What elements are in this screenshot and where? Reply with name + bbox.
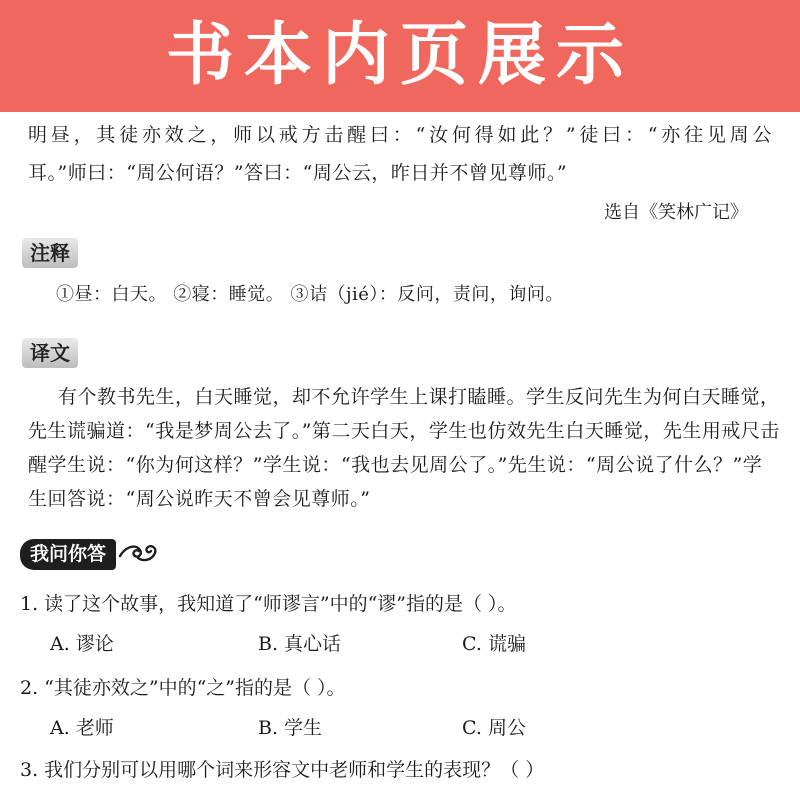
question-2-option-c: C. 周公	[462, 717, 526, 739]
banner-title: 书本内页展示	[165, 16, 634, 95]
story-source: 选自《笑林广记》	[604, 202, 748, 223]
book-page	[0, 112, 800, 800]
translation-line-4: 生回答说：“周公说昨天不曾会见尊师。”	[28, 488, 371, 510]
question-3: 3. 我们分别可以用哪个词来形容文中老师和学生的表现？（ ）	[20, 759, 545, 781]
translation-line-3: 醒学生说：“你为何这样？”学生说：“我也去见周公了。”先生说：“周公说了什么？”学	[28, 454, 763, 476]
notes-heading: 注释	[22, 238, 78, 268]
qa-heading-label: 我问你答	[20, 539, 116, 570]
question-2-option-a: A. 老师	[50, 717, 114, 739]
translation-heading: 译文	[22, 338, 78, 368]
question-2: 2. “其徒亦效之”中的“之”指的是（ ）。	[20, 677, 346, 699]
story-line-2: 耳。”师曰：“周公何语？”答曰：“周公云，昨日并不曾见尊师。”	[28, 162, 568, 184]
translation-line-1: 有个教书先生，白天睡觉，却不允许学生上课打瞌睡。学生反问先生为何白天睡觉，	[58, 386, 780, 408]
cloud-swirl-icon	[118, 538, 158, 570]
qa-heading	[20, 538, 158, 570]
story-line-1: 明昼，其徒亦效之，师以戒方击醒曰：“汝何得如此？”徒曰：“亦往见周公	[28, 124, 772, 146]
page-banner	[0, 0, 800, 112]
question-1-option-a: A. 谬论	[50, 633, 114, 655]
question-1: 1. 读了这个故事，我知道了“师谬言”中的“谬”指的是（ ）。	[20, 593, 517, 615]
question-2-option-b: B. 学生	[258, 717, 323, 739]
notes-text: ①昼：白天。 ②寝：睡觉。 ③诘（jié）：反问，责问，询问。	[56, 284, 564, 305]
translation-line-2: 先生谎骗道：“我是梦周公去了。”第二天白天，学生也仿效先生白天睡觉，先生用戒尺击	[28, 420, 780, 442]
question-1-option-c: C. 谎骗	[462, 633, 526, 655]
question-1-option-b: B. 真心话	[258, 633, 342, 655]
